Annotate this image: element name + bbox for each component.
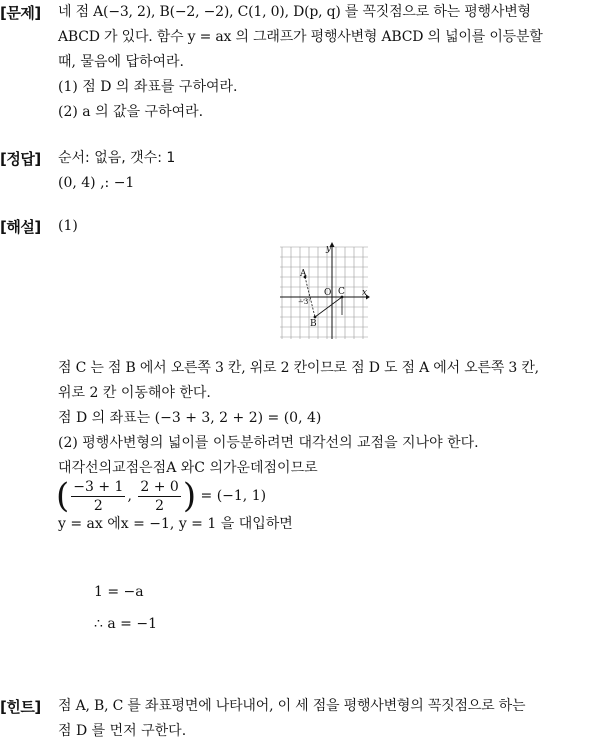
fraction-y-denominator: 2	[155, 497, 165, 514]
point-a-label: A	[300, 269, 307, 279]
hint-line: 점 D 를 먼저 구한다.	[58, 723, 187, 739]
solution-part1-label: (1)	[58, 218, 78, 234]
answer-body	[58, 146, 590, 196]
solution-line: (2) 평행사변형의 넓이를 이등분하려면 대각선의 교점을 지나야 한다.	[58, 435, 479, 451]
solution-body	[58, 214, 590, 239]
problem-line: (2) a 의 값을 구하여라.	[58, 104, 204, 120]
hint-line: 점 A, B, C 를 좌표평면에 나타내어, 이 세 점을 평행사변형의 꼭짓점으로 하는	[58, 698, 526, 714]
problem-line: (1) 점 D 의 좌표를 구하여라.	[58, 79, 238, 95]
problem-line: 때, 물음에 답하여라.	[58, 54, 184, 70]
fraction-x-denominator: 2	[93, 497, 103, 514]
right-paren: )	[182, 476, 197, 516]
equation-1: 1 = −a	[94, 584, 144, 600]
answer-tag: [정답]	[0, 150, 41, 168]
left-paren: (	[56, 476, 70, 516]
solution-line: 점 C 는 점 B 에서 오른쪽 3 칸, 위로 2 칸이므로 점 D 도 점 A 에서 오른쪽 3 칸,	[58, 360, 539, 376]
point-b-label: B	[310, 319, 317, 329]
problem-line: 네 점 A(−3, 2), B(−2, −2), C(1, 0), D(p, q) 를 꼭짓점으로 하는 평행사변형	[58, 4, 531, 20]
hint-tag: [힌트]	[0, 698, 41, 716]
problem-line: ABCD 가 있다. 함수 y = ax 의 그래프가 평행사변형 ABCD 의 넓이를 이등분할	[58, 29, 543, 45]
y-axis-label: y	[326, 244, 332, 254]
problem-tag: [문제]	[0, 4, 41, 22]
fraction-x-numerator: −3 + 1	[73, 478, 124, 495]
solution-line: 점 D 의 좌표는 (−3 + 3, 2 + 2) = (0, 4)	[58, 410, 322, 426]
x-axis-label: x	[362, 288, 368, 298]
minus-three-label: −3	[298, 298, 309, 306]
fraction-y-numerator: 2 + 0	[140, 478, 179, 495]
origin-label: O	[324, 288, 332, 298]
point-b	[314, 316, 317, 319]
fraction-x	[71, 478, 125, 515]
equation-2: ∴ a = −1	[94, 616, 157, 632]
solution-line: 대각선의교점은점A 와C 의가운데점이므로	[58, 460, 318, 476]
hint-body	[58, 694, 590, 744]
answer-value: (0, 4) ,: −1	[58, 175, 135, 191]
substitution-line: y = ax 에x = −1, y = 1 을 대입하면	[58, 516, 293, 532]
midpoint-formula: ( $\frac{-3 + 1}{2}$ , $\frac{2 + 0}{2}$ ) = (−1, 1)	[56, 476, 267, 516]
midpoint-result: = (−1, 1)	[200, 488, 267, 504]
coordinate-figure	[278, 241, 370, 341]
point-c-label: C	[338, 287, 345, 297]
problem-body	[58, 0, 590, 125]
answer-meta: 순서: 없음, 갯수: 1	[58, 150, 176, 166]
solution-tag: [해설]	[0, 218, 41, 236]
fraction-y	[138, 478, 180, 515]
solution-line: 위로 2 칸 이동해야 한다.	[58, 385, 211, 401]
